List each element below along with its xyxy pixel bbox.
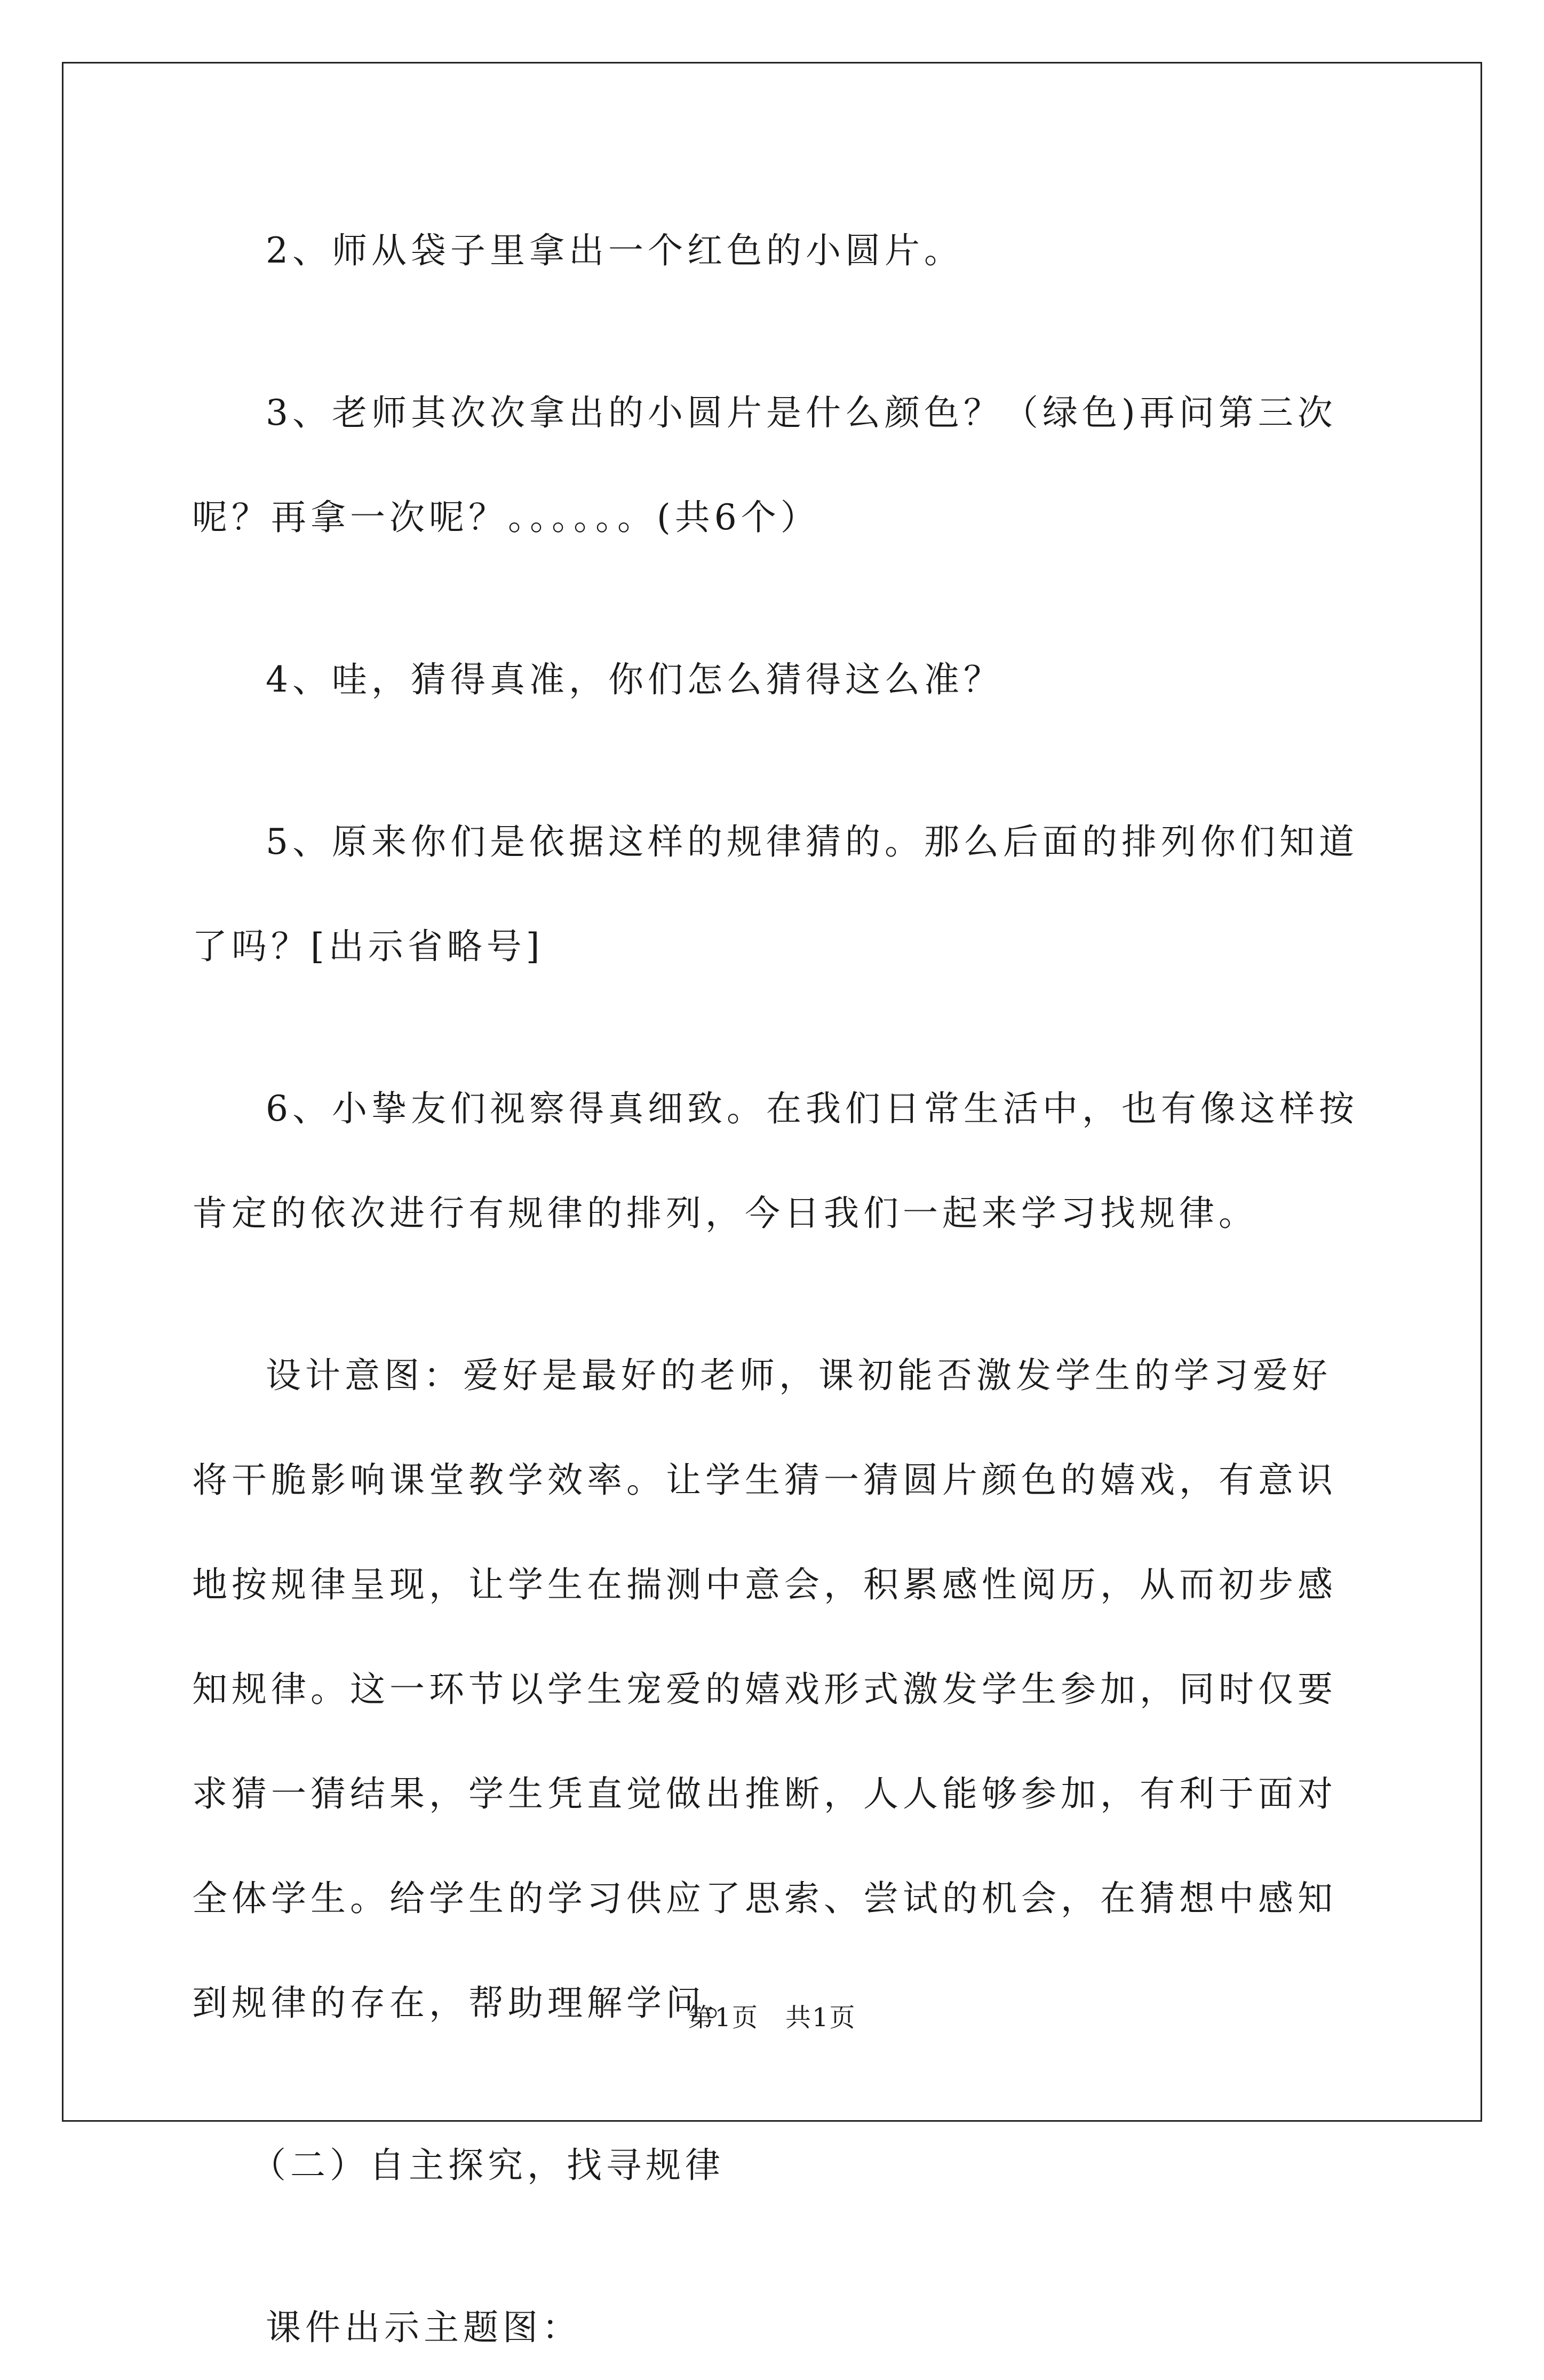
paragraph-design-intent: 设计意图：爱好是最好的老师，课初能否激发学生的学习爱好将干脆影响课堂教学效率。让学生猜一猜圆片颜色的嬉戏，有意识地按规律呈现，让学生在揣测中意会，积累感性阅历，从而初步感知规律。这一环节以学生宠爱的嬉戏形式激发学生参加，同时仅要求猜一猜结果，学生凭直觉做出推断，人人能够参加，有利于面对全体学生。给学生的学习供应了思索、尝试的机会，在猜想中感知到规律的存在，帮助理解学问。 bbox=[192, 1355, 1337, 2024]
paragraph-courseware: 课件出示主题图： bbox=[266, 2307, 582, 2348]
section-heading: （二）自主探究，找寻规律 bbox=[251, 2145, 725, 2186]
paragraph-step-2: 2、师从袋子里拿出一个红色的小圆片。 bbox=[266, 230, 964, 271]
paragraph-step-5: 5、原来你们是依据这样的规律猜的。那么后面的排列你们知道了吗？[出示省略号] bbox=[192, 821, 1358, 967]
paragraph-step-6: 6、小挚友们视察得真细致。在我们日常生活中，也有像这样按肯定的依次进行有规律的排列，今日我们一起来学习找规律。 bbox=[192, 1088, 1358, 1234]
document-body bbox=[192, 199, 1360, 2380]
page-number: 第1页 共1页 bbox=[688, 2003, 856, 2033]
paragraph-step-3: 3、老师其次次拿出的小圆片是什么颜色？（绿色)再问第三次呢？再拿一次呢？。。。。。。(共6个） bbox=[192, 392, 1337, 538]
paragraph-step-4: 4、哇，猜得真准，你们怎么猜得这么准？ bbox=[266, 659, 1003, 700]
